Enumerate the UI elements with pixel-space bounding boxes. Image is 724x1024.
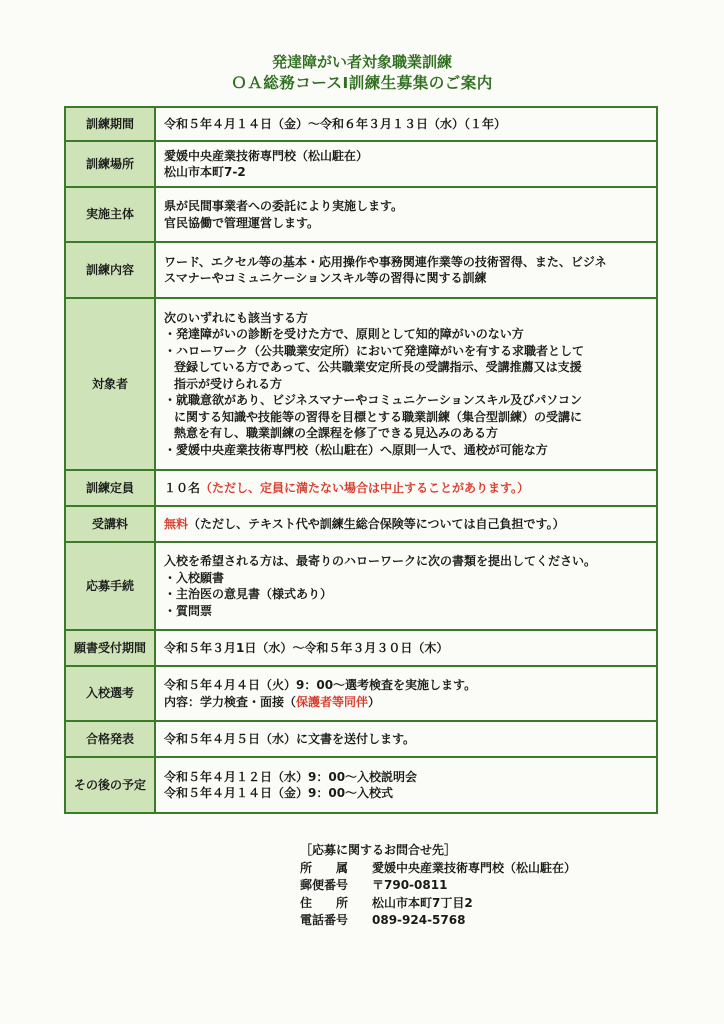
row-label: 訓練場所: [65, 141, 155, 187]
capacity-note: （ただし、定員に満たない場合は中止することがあります。）: [200, 480, 530, 495]
row-value: [155, 242, 657, 298]
value-line: 令和５年３月1日（水）～令和５年３月３０日（木）: [164, 640, 449, 655]
table-row: [65, 298, 657, 470]
row-label: 入校選考: [65, 666, 155, 721]
value-line: ・発達障がいの診断を受けた方で、原則として知的障がいのない方: [164, 327, 524, 342]
value-line: 指示が受けられる方: [174, 376, 283, 391]
fee-note: （ただし、テキスト代や訓練生総合保険等については自己負担です。）: [188, 516, 565, 531]
table-row: [65, 107, 657, 141]
value-line: ・愛媛中央産業技術専門校（松山駐在）へ原則一人で、通校が可能な方: [164, 442, 548, 457]
value-line: 県が民間事業者への委託により実施します。: [164, 199, 404, 213]
value-line: 令和５年４月１４日（金）～令和６年３月１３日（水）（１年）: [164, 116, 507, 131]
value-line: 松山市本町7-2: [164, 165, 246, 179]
table-row: [65, 542, 657, 630]
row-label: その後の予定: [65, 757, 155, 813]
value-line: 令和５年４月４日（火）9：00～選考検査を実施します。: [164, 678, 477, 692]
value-line: 登録している方であって、公共職業安定所長の受講指示、受講推薦又は支援: [174, 360, 582, 375]
row-value: [155, 666, 657, 721]
row-value: [155, 757, 657, 813]
value-line: 熱意を有し、職業訓練の全課程を修了できる見込みのある方: [174, 426, 499, 441]
guardian-note: 保護者等同伴: [296, 694, 369, 709]
contact-value: 〒790-0811: [372, 878, 448, 892]
row-value: [155, 298, 657, 470]
exam-content-suffix: ）: [368, 694, 381, 709]
contact-item: [300, 860, 576, 878]
row-value: [155, 470, 657, 506]
title-line-2: ＯＡ総務コースⅠ訓練生募集のご案内: [231, 74, 493, 92]
value-line: 入校を希望される方は、最寄りのハローワークに次の書類を提出してください。: [164, 554, 597, 568]
row-label: 願書受付期間: [65, 630, 155, 666]
row-label: 対象者: [65, 298, 155, 470]
row-value: [155, 630, 657, 666]
table-row: [65, 721, 657, 757]
row-label: 実施主体: [65, 187, 155, 242]
table-row: [65, 242, 657, 298]
value-line: ・質問票: [164, 603, 213, 618]
row-label: 訓練定員: [65, 470, 155, 506]
contact-key: 電話番号: [300, 913, 349, 927]
value-line: に関する知識や技能等の習得を目標とする職業訓練（集合型訓練）の受講に: [174, 409, 583, 424]
value-line: ・ハローワーク（公共職業安定所）において発達障がいを有する求職者として: [164, 343, 585, 358]
table-row: [65, 506, 657, 542]
value-line: ・就職意欲があり、ビジネスマナーやコミュニケーションスキル及びパソコン: [164, 393, 582, 408]
value-line: 令和５年４月１４日（金）9：00～入校式: [164, 786, 394, 800]
table-row: [65, 630, 657, 666]
row-label: 受講料: [65, 506, 155, 542]
contact-item: [300, 895, 576, 913]
contact-heading: ［応募に関するお問合せ先］: [300, 843, 457, 857]
row-value: [155, 141, 657, 187]
value-line: ・入校願書: [164, 570, 225, 585]
value-line: ・主治医の意見書（様式あり）: [164, 587, 333, 601]
exam-content-prefix: 内容：学力検査・面接（: [164, 694, 297, 709]
page-title: [0, 52, 724, 94]
row-label: 訓練内容: [65, 242, 155, 298]
contact-key: 郵便番号: [300, 878, 349, 892]
row-label: 応募手続: [65, 542, 155, 630]
value-line: 次のいずれにも該当する方: [164, 310, 309, 325]
fee-free: 無料: [164, 516, 189, 531]
value-line: 官民協働で管理運営します。: [164, 215, 320, 230]
row-value: [155, 542, 657, 630]
contact-block: [300, 842, 576, 930]
contact-item: [300, 912, 576, 930]
contact-value: 松山市本町7丁目2: [372, 895, 473, 910]
table-row: [65, 141, 657, 187]
row-label: 訓練期間: [65, 107, 155, 141]
row-value: [155, 721, 657, 757]
value-line: ワード、エクセル等の基本・応用操作や事務関連作業等の技術習得、また、ビジネ: [164, 254, 607, 269]
row-value: [155, 107, 657, 141]
title-line-1: 発達障がい者対象職業訓練: [271, 53, 452, 71]
row-value: [155, 187, 657, 242]
contact-key: 住 所: [300, 895, 349, 910]
value-line: スマナーやコミュニケーションスキル等の習得に関する訓練: [164, 271, 487, 285]
value-line: 令和５年４月５日（水）に文書を送付します。: [164, 731, 416, 746]
value-line: 愛媛中央産業技術専門校（松山駐在）: [164, 148, 369, 163]
value-line: 令和５年４月１２日（水）9：00～入校説明会: [164, 769, 418, 784]
info-table: [64, 106, 658, 814]
capacity-value: １０名: [164, 480, 201, 495]
table-row: [65, 187, 657, 242]
contact-item: [300, 877, 576, 895]
contact-key: 所 属: [300, 860, 349, 875]
row-label: 合格発表: [65, 721, 155, 757]
table-row: [65, 470, 657, 506]
row-value: [155, 506, 657, 542]
contact-value: 愛媛中央産業技術専門校（松山駐在）: [372, 860, 577, 875]
contact-value: 089-924-5768: [372, 913, 466, 927]
table-row: [65, 666, 657, 721]
table-row: [65, 757, 657, 813]
